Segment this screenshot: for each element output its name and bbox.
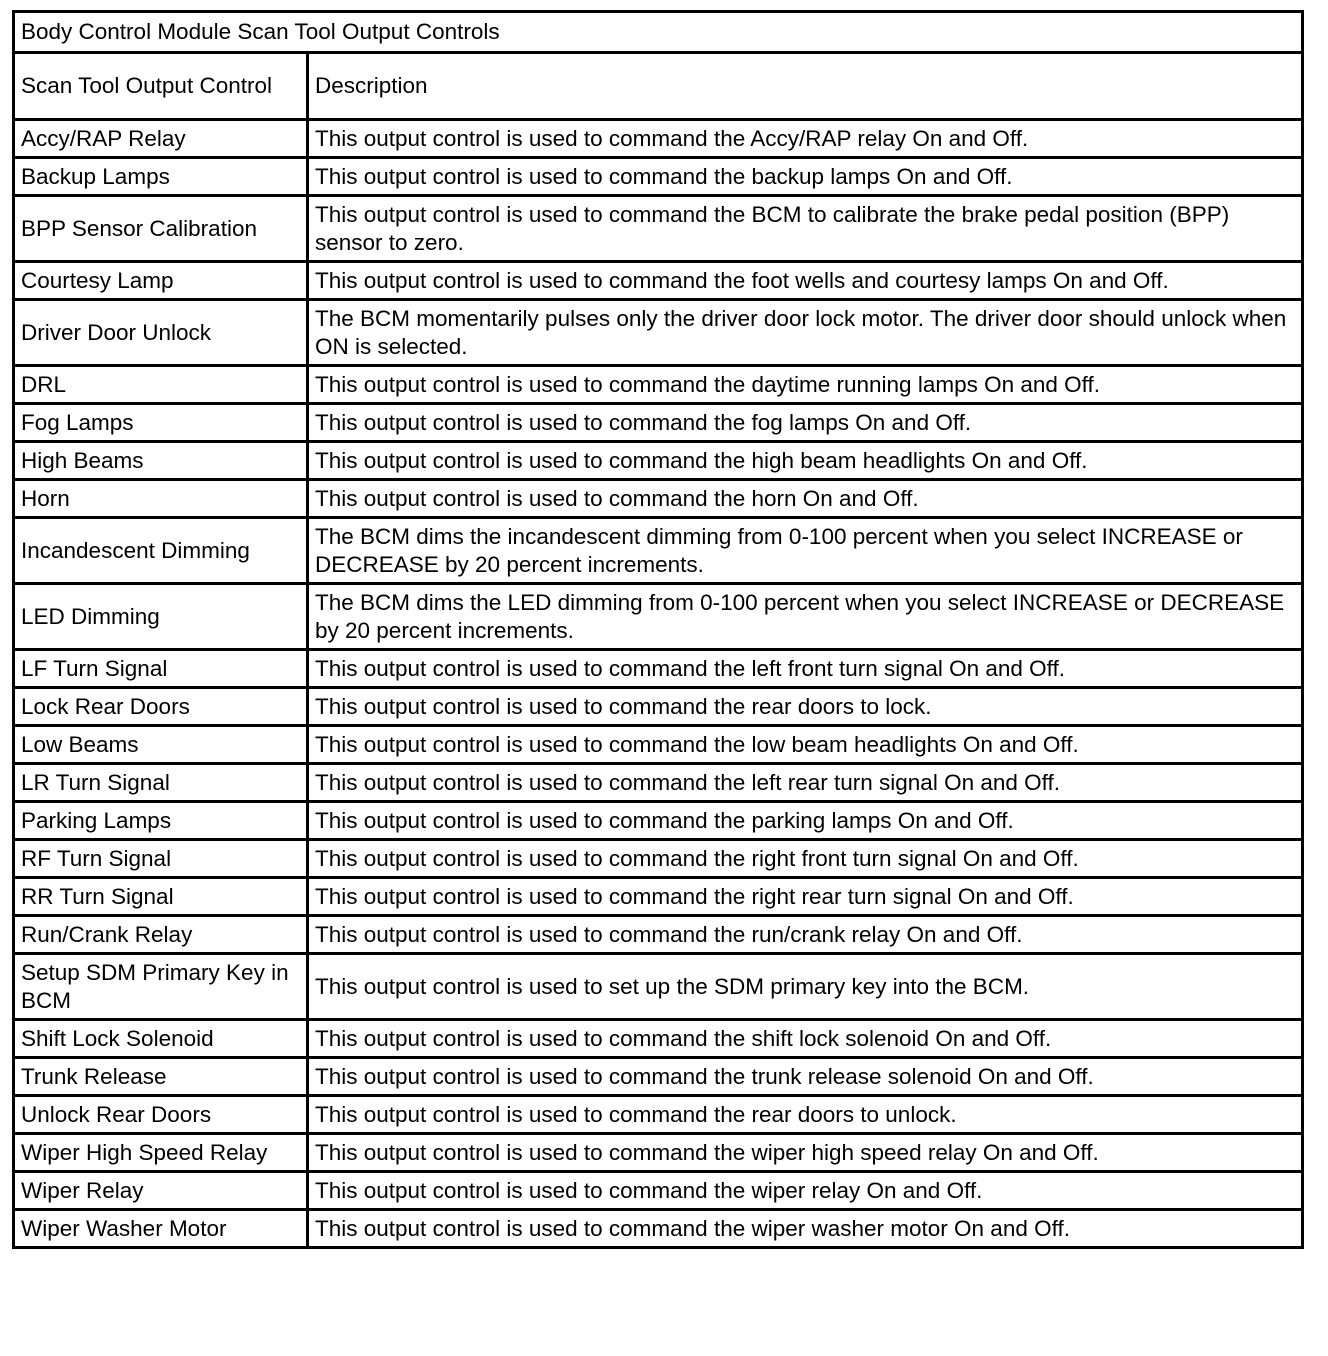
column-header-control: Scan Tool Output Control [14,53,308,120]
control-cell: Fog Lamps [14,404,308,442]
table-row [14,954,1303,1020]
table-row [14,584,1303,650]
control-cell: RR Turn Signal [14,878,308,916]
control-cell: Low Beams [14,726,308,764]
description-cell: This output control is used to command the right front turn signal On and Off. [308,840,1303,878]
control-cell: Wiper High Speed Relay [14,1134,308,1172]
table-row [14,1210,1303,1248]
control-cell: Parking Lamps [14,802,308,840]
table-title: Body Control Module Scan Tool Output Controls [14,12,1303,53]
table-row [14,802,1303,840]
table-row [14,442,1303,480]
table-row [14,158,1303,196]
description-cell: This output control is used to command the right rear turn signal On and Off. [308,878,1303,916]
control-cell: Backup Lamps [14,158,308,196]
control-cell: High Beams [14,442,308,480]
description-cell: This output control is used to command the wiper washer motor On and Off. [308,1210,1303,1248]
table-row [14,1020,1303,1058]
table-row [14,1096,1303,1134]
description-cell: This output control is used to command the low beam headlights On and Off. [308,726,1303,764]
description-cell: This output control is used to command the wiper high speed relay On and Off. [308,1134,1303,1172]
description-cell: This output control is used to command the left rear turn signal On and Off. [308,764,1303,802]
table-row [14,1058,1303,1096]
description-cell: This output control is used to set up the SDM primary key into the BCM. [308,954,1303,1020]
control-cell: DRL [14,366,308,404]
title-row [14,12,1303,53]
table-row [14,764,1303,802]
control-cell: LED Dimming [14,584,308,650]
description-cell: This output control is used to command the left front turn signal On and Off. [308,650,1303,688]
control-cell: Shift Lock Solenoid [14,1020,308,1058]
control-cell: Accy/RAP Relay [14,120,308,158]
control-cell: Unlock Rear Doors [14,1096,308,1134]
table-row [14,404,1303,442]
control-cell: Courtesy Lamp [14,262,308,300]
output-controls-table [12,10,1304,1249]
table-row [14,120,1303,158]
description-cell: This output control is used to command the backup lamps On and Off. [308,158,1303,196]
table-row [14,518,1303,584]
column-header-description: Description [308,53,1303,120]
control-cell: Run/Crank Relay [14,916,308,954]
table-row [14,480,1303,518]
table-row [14,688,1303,726]
description-cell: This output control is used to command the fog lamps On and Off. [308,404,1303,442]
table-row [14,878,1303,916]
control-cell: Wiper Relay [14,1172,308,1210]
description-cell: This output control is used to command the daytime running lamps On and Off. [308,366,1303,404]
description-cell: This output control is used to command the foot wells and courtesy lamps On and Off. [308,262,1303,300]
description-cell: This output control is used to command the wiper relay On and Off. [308,1172,1303,1210]
table-row [14,1172,1303,1210]
description-cell: This output control is used to command the high beam headlights On and Off. [308,442,1303,480]
control-cell: Setup SDM Primary Key in BCM [14,954,308,1020]
description-cell: This output control is used to command the run/crank relay On and Off. [308,916,1303,954]
description-cell: This output control is used to command the trunk release solenoid On and Off. [308,1058,1303,1096]
description-cell: This output control is used to command the rear doors to lock. [308,688,1303,726]
table-row [14,1134,1303,1172]
control-cell: Driver Door Unlock [14,300,308,366]
control-cell: LF Turn Signal [14,650,308,688]
table-row [14,196,1303,262]
control-cell: Incandescent Dimming [14,518,308,584]
description-cell: The BCM dims the incandescent dimming from 0-100 percent when you select INCREASE or DECREASE by 20 percent increments. [308,518,1303,584]
control-cell: Lock Rear Doors [14,688,308,726]
description-cell: This output control is used to command the rear doors to unlock. [308,1096,1303,1134]
header-row [14,53,1303,120]
description-cell: This output control is used to command the shift lock solenoid On and Off. [308,1020,1303,1058]
description-cell: This output control is used to command the BCM to calibrate the brake pedal position (BPP) sensor to zero. [308,196,1303,262]
control-cell: Horn [14,480,308,518]
control-cell: RF Turn Signal [14,840,308,878]
table-row [14,262,1303,300]
control-cell: Wiper Washer Motor [14,1210,308,1248]
description-cell: The BCM dims the LED dimming from 0-100 percent when you select INCREASE or DECREASE by 20 percent increments. [308,584,1303,650]
table-row [14,650,1303,688]
description-cell: This output control is used to command the Accy/RAP relay On and Off. [308,120,1303,158]
table-row [14,916,1303,954]
table-row [14,366,1303,404]
description-cell: This output control is used to command the horn On and Off. [308,480,1303,518]
description-cell: This output control is used to command the parking lamps On and Off. [308,802,1303,840]
table-row [14,300,1303,366]
table-row [14,726,1303,764]
table-row [14,840,1303,878]
control-cell: BPP Sensor Calibration [14,196,308,262]
description-cell: The BCM momentarily pulses only the driver door lock motor. The driver door should unlock when ON is selected. [308,300,1303,366]
control-cell: Trunk Release [14,1058,308,1096]
control-cell: LR Turn Signal [14,764,308,802]
